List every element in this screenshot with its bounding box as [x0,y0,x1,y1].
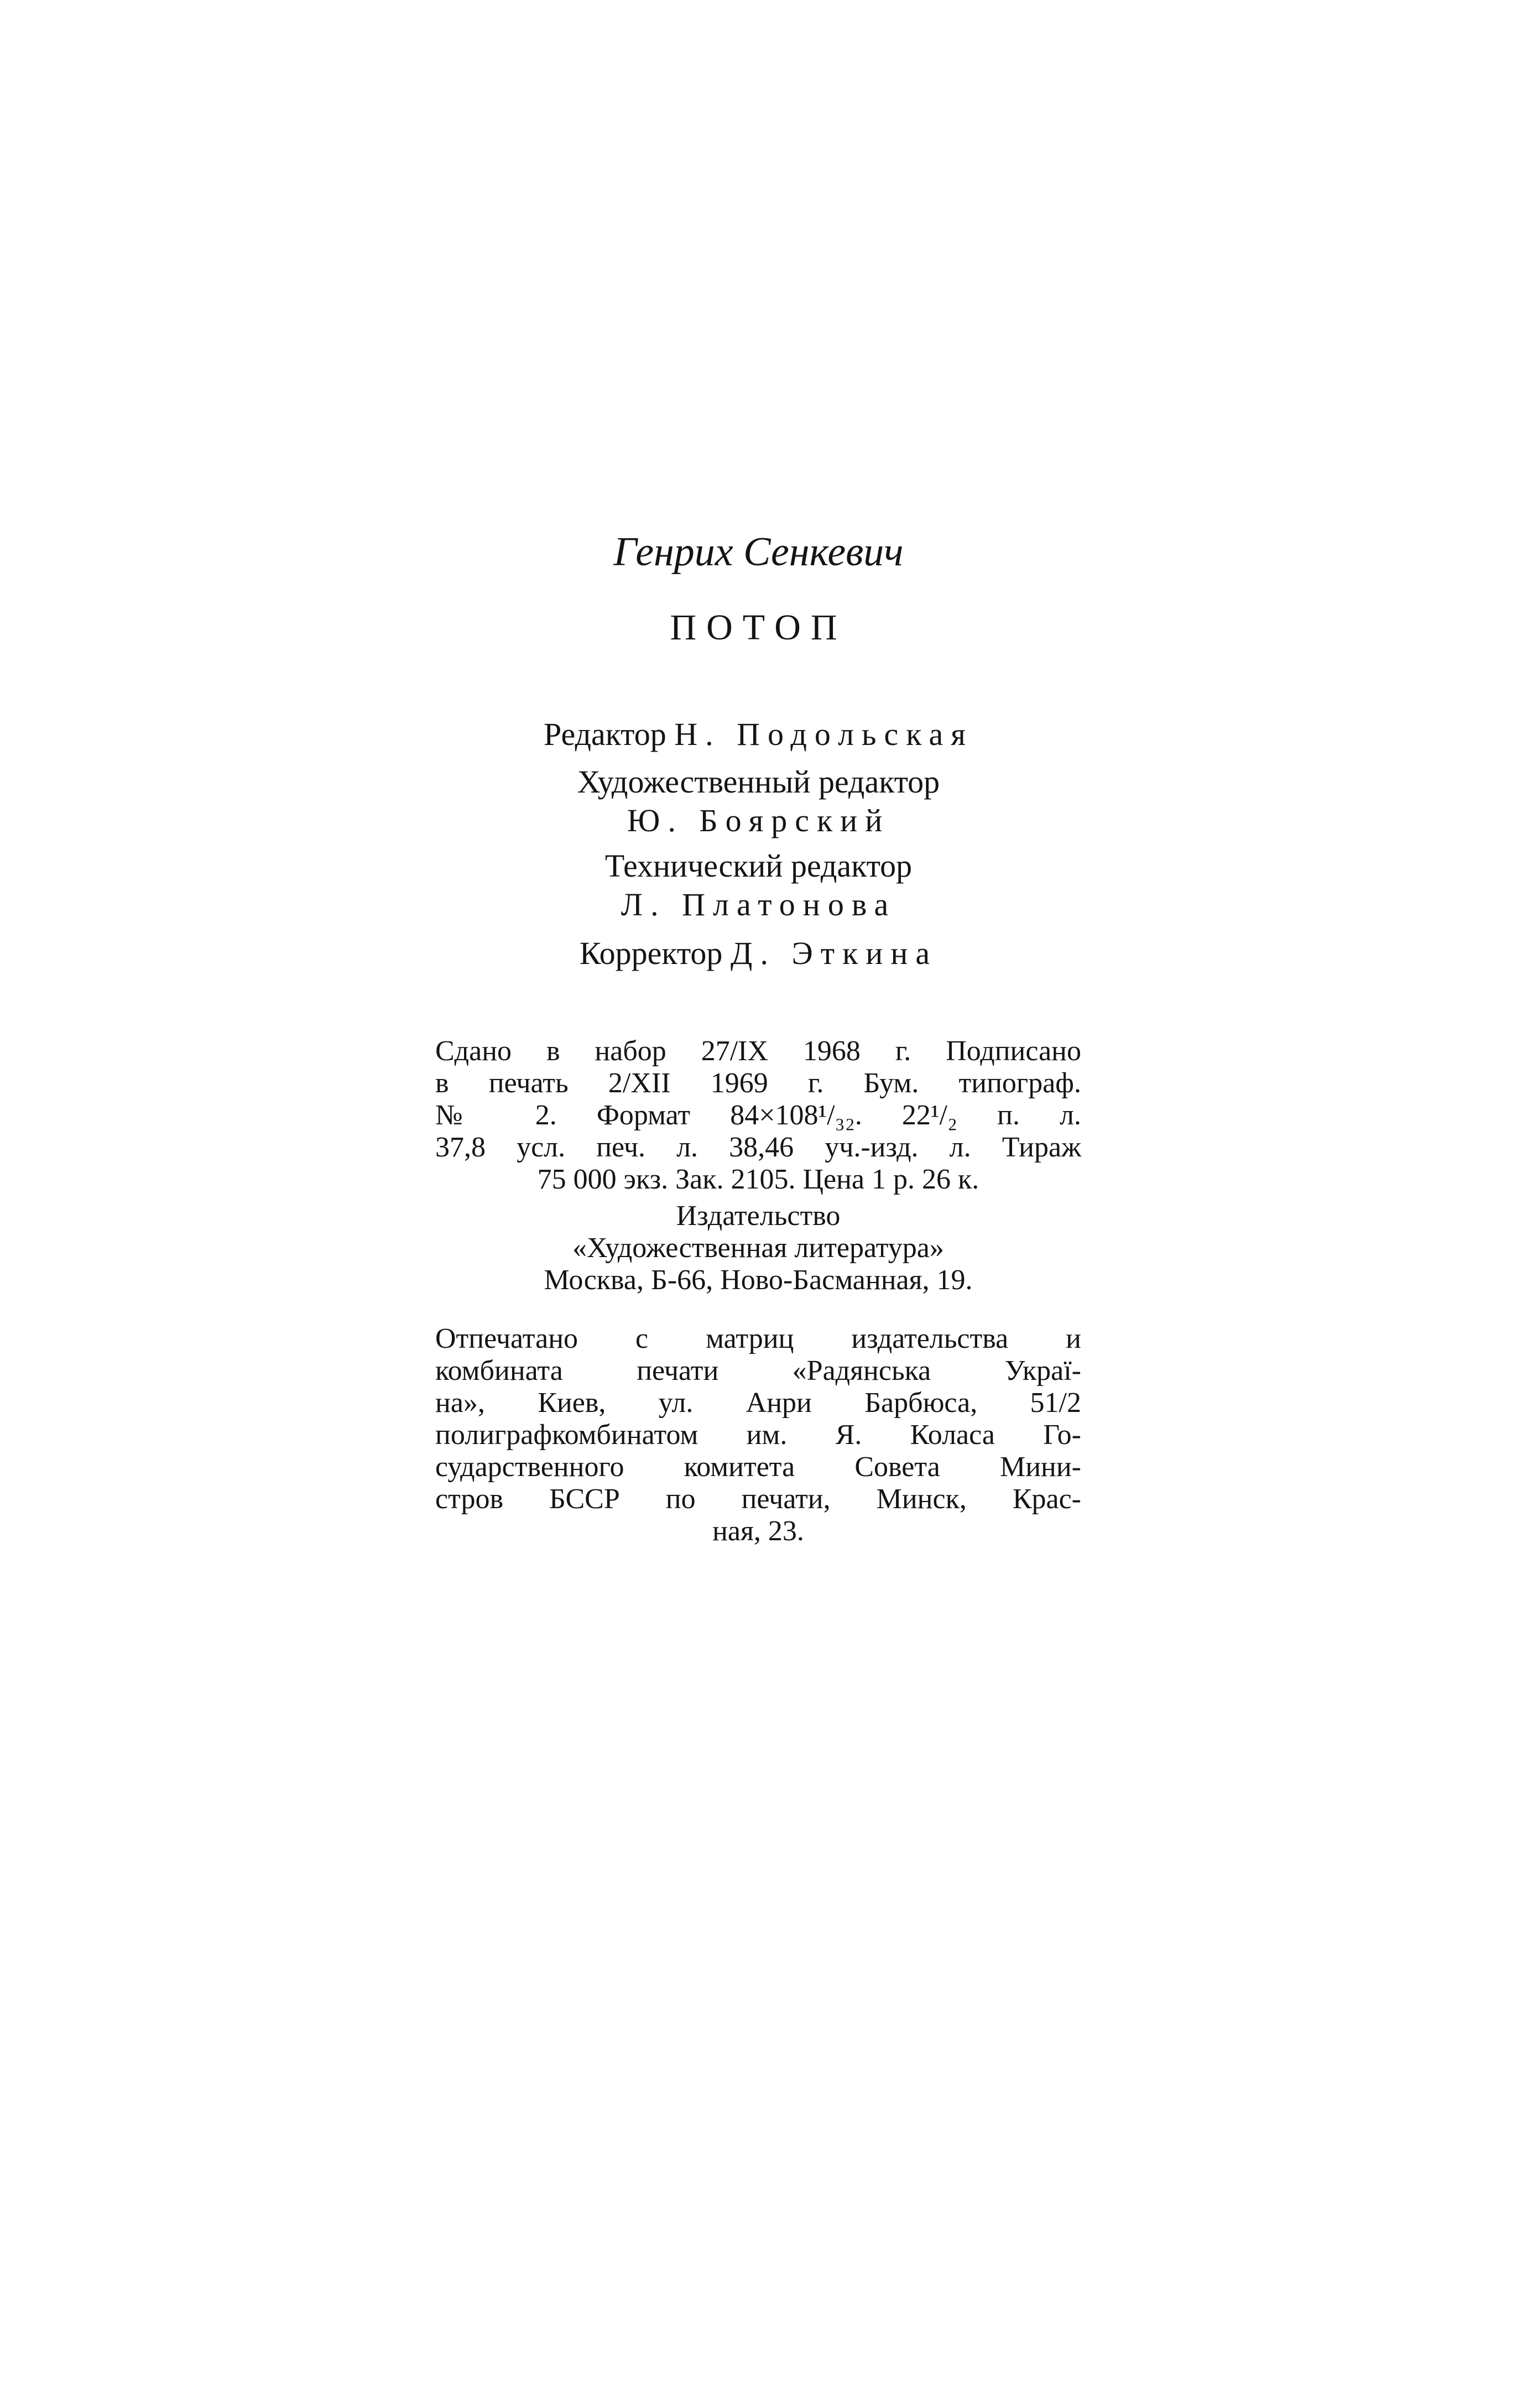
print-details-line: Сдано в набор 27/IX 1968 г. Подписано [435,1035,1081,1067]
printing-house-line: ная, 23. [712,1515,804,1547]
author-name: Генрих Сенкевич [613,529,904,575]
tech-editor-role: Технический редактор [604,848,913,884]
corrector-name: Д. Эткина [730,935,938,971]
print-details-line: 37,8 усл. печ. л. 38,46 уч.-изд. л. Тираж [435,1132,1081,1163]
printing-house-line: полиграфкомбинатом им. Я. Коласа Го- [435,1419,1081,1451]
corrector-credit [0,932,1517,974]
book-title: ПОТОП [670,607,847,648]
editor-role: Редактор [544,716,666,752]
tech-editor-name: Л. Платонова [621,887,896,922]
printing-house-line: сударственного комитета Совета Мини- [435,1451,1081,1483]
publisher-line: Издательство [676,1200,841,1232]
editor-name: Н. Подольская [674,716,973,752]
printing-house-line: комбината печати «Радянська Украї- [435,1355,1081,1387]
print-details-line: № 2. Формат 84×108¹/₃₂. 22¹/₂ п. л. [435,1099,1081,1131]
publisher-line: Москва, Б-66, Ново-Басманная, 19. [544,1264,973,1296]
art-editor-name: Ю. Боярский [627,802,890,838]
publisher-line: «Художественная литература» [572,1232,944,1264]
publisher-block [435,1200,1081,1296]
corrector-role: Корректор [579,935,723,971]
printing-house-line: стров БССР по печати, Минск, Крас- [435,1483,1081,1515]
print-details [435,1035,1081,1196]
printing-house-block [435,1323,1081,1547]
print-details-line: в печать 2/XII 1969 г. Бум. типограф. [435,1067,1081,1099]
print-details-line: 75 000 экз. Зак. 2105. Цена 1 р. 26 к. [537,1164,979,1195]
art-editor-role: Художественный редактор [577,764,940,800]
printing-house-line: Отпечатано с матриц издательства и [435,1323,1081,1354]
printing-house-line: на», Киев, ул. Анри Барбюса, 51/2 [435,1387,1081,1419]
editor-credit [0,713,1517,755]
